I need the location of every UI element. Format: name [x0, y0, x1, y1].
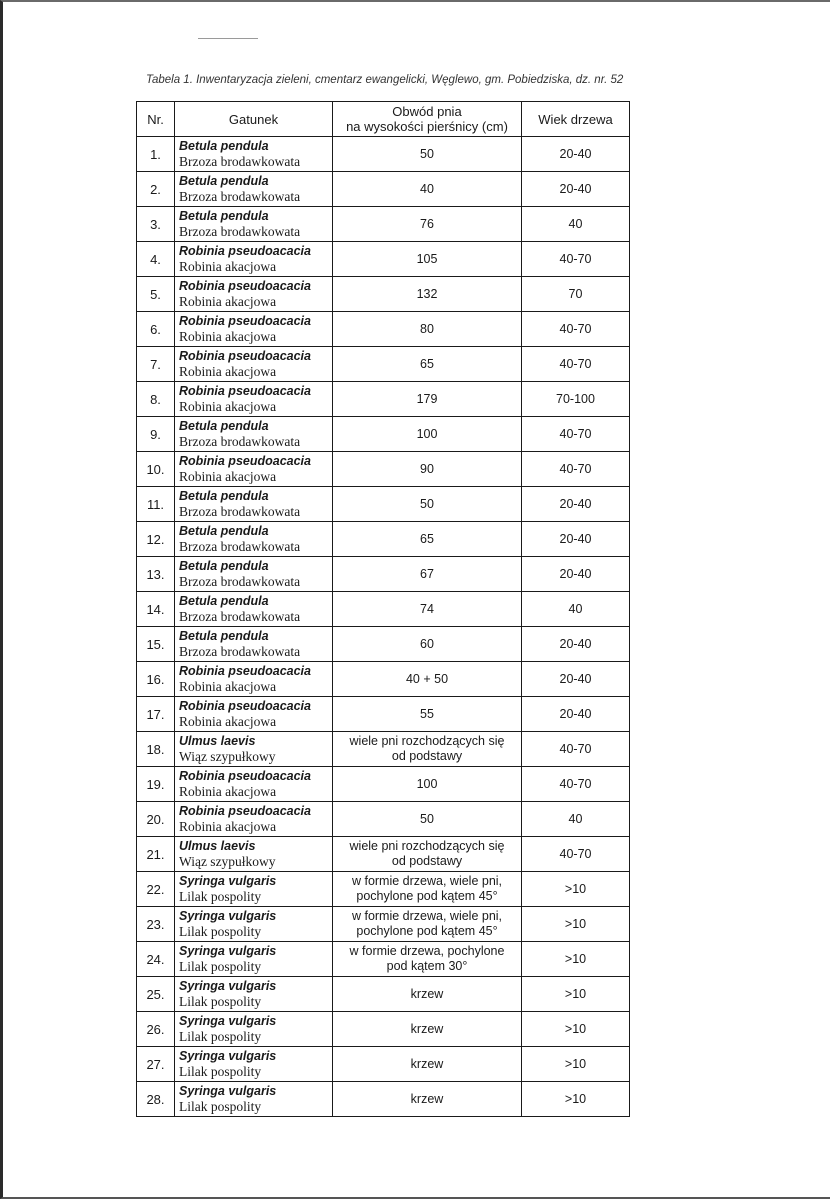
trunk-circumference-line: krzew	[410, 1056, 444, 1071]
species-cell	[175, 1047, 333, 1082]
trunk-circumference-line: 179	[416, 391, 438, 406]
trunk-circumference-cell	[333, 487, 522, 522]
trunk-circumference-line: 90	[420, 461, 434, 476]
species-polish-name: Brzoza brodawkowata	[179, 574, 301, 589]
tree-age-cell: 40-70	[522, 837, 630, 872]
trunk-circumference-cell	[333, 1047, 522, 1082]
tree-age-cell: 70	[522, 277, 630, 312]
trunk-circumference-cell	[333, 1012, 522, 1047]
species-cell	[175, 312, 333, 347]
trunk-circumference-cell	[333, 347, 522, 382]
trunk-circumference-cell	[333, 697, 522, 732]
trunk-circumference-cell	[333, 1082, 522, 1117]
species-cell	[175, 977, 333, 1012]
species-latin-name: Ulmus laevis	[179, 734, 256, 748]
trunk-circumference-line: pochylone pod kątem 45°	[356, 924, 498, 938]
trunk-circumference-line: w formie drzewa, wiele pni,	[351, 909, 503, 923]
row-number: 14.	[137, 592, 175, 627]
species-cell	[175, 837, 333, 872]
row-number: 24.	[137, 942, 175, 977]
trunk-circumference-line: wiele pni rozchodzących się	[349, 734, 505, 748]
tree-age-cell: 20-40	[522, 662, 630, 697]
trunk-circumference-line: 40 + 50	[405, 671, 449, 686]
species-polish-name: Brzoza brodawkowata	[179, 434, 301, 449]
tree-age-cell: 20-40	[522, 487, 630, 522]
table-row	[137, 907, 630, 942]
tree-age-cell: >10	[522, 977, 630, 1012]
row-number: 15.	[137, 627, 175, 662]
tree-age-cell: 70-100	[522, 382, 630, 417]
trunk-circumference-cell	[333, 662, 522, 697]
trunk-circumference-line: 60	[420, 636, 434, 651]
species-latin-name: Robinia pseudoacacia	[179, 384, 311, 398]
table-row	[137, 242, 630, 277]
row-number: 5.	[137, 277, 175, 312]
table-row	[137, 1047, 630, 1082]
trunk-circumference-cell	[333, 417, 522, 452]
species-polish-name: Robinia akacjowa	[179, 399, 277, 414]
trunk-circumference-cell	[333, 907, 522, 942]
species-cell	[175, 1082, 333, 1117]
trunk-circumference-line: 40	[420, 181, 434, 196]
row-number: 26.	[137, 1012, 175, 1047]
table-row	[137, 137, 630, 172]
species-cell	[175, 697, 333, 732]
trunk-circumference-line: 100	[416, 776, 438, 791]
trunk-circumference-line: w formie drzewa, wiele pni,	[351, 874, 503, 888]
row-number: 28.	[137, 1082, 175, 1117]
species-cell	[175, 1012, 333, 1047]
table-row	[137, 1012, 630, 1047]
trunk-circumference-line: wiele pni rozchodzących się	[349, 839, 505, 853]
table-row	[137, 732, 630, 767]
table-caption: Tabela 1. Inwentaryzacja zieleni, cmentarz ewangelicki, Węglewo, gm. Pobiedziska, dz. nr. 52	[146, 74, 624, 86]
species-polish-name: Robinia akacjowa	[179, 294, 277, 309]
trunk-circumference-line: od podstawy	[391, 749, 463, 763]
trunk-circumference-cell	[333, 277, 522, 312]
row-number: 8.	[137, 382, 175, 417]
trunk-circumference-line: 76	[420, 216, 434, 231]
species-cell	[175, 662, 333, 697]
trunk-circumference-cell	[333, 452, 522, 487]
trunk-circumference-cell	[333, 207, 522, 242]
trunk-circumference-cell	[333, 627, 522, 662]
species-cell	[175, 207, 333, 242]
trunk-circumference-cell	[333, 557, 522, 592]
table-row	[137, 872, 630, 907]
species-cell	[175, 417, 333, 452]
species-latin-name: Robinia pseudoacacia	[179, 349, 311, 363]
trunk-circumference-cell	[333, 732, 522, 767]
species-latin-name: Robinia pseudoacacia	[179, 804, 311, 818]
header-obwod-line1: Obwód pnia	[392, 104, 462, 119]
row-number: 10.	[137, 452, 175, 487]
row-number: 21.	[137, 837, 175, 872]
species-polish-name: Brzoza brodawkowata	[179, 644, 301, 659]
species-latin-name: Robinia pseudoacacia	[179, 454, 311, 468]
tree-age-cell: >10	[522, 907, 630, 942]
row-number: 18.	[137, 732, 175, 767]
species-cell	[175, 872, 333, 907]
row-number: 6.	[137, 312, 175, 347]
table-row	[137, 627, 630, 662]
table-row	[137, 172, 630, 207]
species-polish-name: Brzoza brodawkowata	[179, 539, 301, 554]
table-row	[137, 977, 630, 1012]
species-cell	[175, 627, 333, 662]
species-polish-name: Brzoza brodawkowata	[179, 224, 301, 239]
trunk-circumference-cell	[333, 382, 522, 417]
table-row	[137, 452, 630, 487]
species-cell	[175, 347, 333, 382]
trunk-circumference-line: pochylone pod kątem 45°	[356, 889, 498, 903]
inventory-table	[136, 101, 630, 1117]
trunk-circumference-line: krzew	[410, 1021, 444, 1036]
species-latin-name: Betula pendula	[179, 174, 269, 188]
header-nr: Nr.	[137, 102, 175, 137]
species-latin-name: Betula pendula	[179, 629, 269, 643]
species-latin-name: Ulmus laevis	[179, 839, 256, 853]
species-cell	[175, 172, 333, 207]
trunk-circumference-line: od podstawy	[391, 854, 463, 868]
species-polish-name: Wiąz szypułkowy	[179, 854, 276, 869]
tree-age-cell: >10	[522, 1012, 630, 1047]
species-cell	[175, 907, 333, 942]
tree-age-cell: 40-70	[522, 767, 630, 802]
species-polish-name: Lilak pospolity	[179, 1029, 262, 1044]
species-latin-name: Syringa vulgaris	[179, 1049, 277, 1063]
table-row	[137, 662, 630, 697]
species-cell	[175, 137, 333, 172]
trunk-circumference-cell	[333, 522, 522, 557]
species-polish-name: Wiąz szypułkowy	[179, 749, 276, 764]
row-number: 3.	[137, 207, 175, 242]
row-number: 7.	[137, 347, 175, 382]
species-cell	[175, 382, 333, 417]
tree-age-cell: 20-40	[522, 697, 630, 732]
tree-age-cell: 20-40	[522, 522, 630, 557]
species-polish-name: Lilak pospolity	[179, 994, 262, 1009]
species-cell	[175, 802, 333, 837]
trunk-circumference-line: 132	[416, 286, 438, 301]
species-polish-name: Brzoza brodawkowata	[179, 609, 301, 624]
species-latin-name: Betula pendula	[179, 419, 269, 433]
trunk-circumference-line: 55	[420, 706, 434, 721]
tree-age-cell: 40-70	[522, 347, 630, 382]
trunk-circumference-line: pod kątem 30°	[386, 959, 468, 973]
tree-age-cell: 20-40	[522, 627, 630, 662]
trunk-circumference-line: 65	[420, 531, 434, 546]
trunk-circumference-line: 67	[420, 566, 434, 581]
species-latin-name: Syringa vulgaris	[179, 909, 277, 923]
table-row	[137, 347, 630, 382]
row-number: 11.	[137, 487, 175, 522]
tree-age-cell: 40-70	[522, 242, 630, 277]
species-cell	[175, 242, 333, 277]
table-row	[137, 802, 630, 837]
header-obwod-line2: na wysokości pierśnicy (cm)	[346, 119, 508, 134]
species-cell	[175, 767, 333, 802]
species-polish-name: Lilak pospolity	[179, 924, 262, 939]
species-polish-name: Robinia akacjowa	[179, 819, 277, 834]
trunk-circumference-cell	[333, 172, 522, 207]
trunk-circumference-cell	[333, 837, 522, 872]
species-cell	[175, 487, 333, 522]
row-number: 23.	[137, 907, 175, 942]
trunk-circumference-cell	[333, 802, 522, 837]
tree-age-cell: >10	[522, 1082, 630, 1117]
species-latin-name: Syringa vulgaris	[179, 944, 277, 958]
species-latin-name: Syringa vulgaris	[179, 1084, 277, 1098]
species-cell	[175, 522, 333, 557]
row-number: 20.	[137, 802, 175, 837]
row-number: 9.	[137, 417, 175, 452]
trunk-circumference-line: 50	[420, 496, 434, 511]
row-number: 12.	[137, 522, 175, 557]
table-row	[137, 277, 630, 312]
row-number: 1.	[137, 137, 175, 172]
tree-age-cell: 20-40	[522, 137, 630, 172]
species-latin-name: Betula pendula	[179, 489, 269, 503]
tree-age-cell: 40-70	[522, 452, 630, 487]
trunk-circumference-line: 80	[420, 321, 434, 336]
species-cell	[175, 277, 333, 312]
trunk-circumference-line: krzew	[410, 1091, 444, 1106]
trunk-circumference-cell	[333, 872, 522, 907]
table-row	[137, 697, 630, 732]
row-number: 16.	[137, 662, 175, 697]
table-row	[137, 207, 630, 242]
tree-age-cell: >10	[522, 1047, 630, 1082]
species-polish-name: Brzoza brodawkowata	[179, 189, 301, 204]
row-number: 2.	[137, 172, 175, 207]
species-latin-name: Robinia pseudoacacia	[179, 664, 311, 678]
species-polish-name: Brzoza brodawkowata	[179, 504, 301, 519]
table-row	[137, 522, 630, 557]
species-cell	[175, 592, 333, 627]
trunk-circumference-cell	[333, 977, 522, 1012]
table-row	[137, 942, 630, 977]
table-row	[137, 382, 630, 417]
species-polish-name: Robinia akacjowa	[179, 784, 277, 799]
trunk-circumference-cell	[333, 242, 522, 277]
tree-age-cell: 40-70	[522, 312, 630, 347]
table-header-row	[137, 102, 630, 137]
row-number: 17.	[137, 697, 175, 732]
species-cell	[175, 942, 333, 977]
scan-mark	[198, 38, 258, 39]
trunk-circumference-cell	[333, 137, 522, 172]
header-wiek: Wiek drzewa	[522, 102, 630, 137]
row-number: 19.	[137, 767, 175, 802]
trunk-circumference-cell	[333, 592, 522, 627]
tree-age-cell: 20-40	[522, 557, 630, 592]
header-obwod	[333, 102, 522, 137]
species-polish-name: Lilak pospolity	[179, 889, 262, 904]
species-latin-name: Robinia pseudoacacia	[179, 314, 311, 328]
tree-age-cell: 40	[522, 802, 630, 837]
tree-age-cell: >10	[522, 872, 630, 907]
tree-age-cell: 40-70	[522, 732, 630, 767]
trunk-circumference-line: w formie drzewa, pochylone	[349, 944, 505, 958]
species-latin-name: Syringa vulgaris	[179, 874, 277, 888]
species-polish-name: Robinia akacjowa	[179, 679, 277, 694]
row-number: 25.	[137, 977, 175, 1012]
table-row	[137, 417, 630, 452]
species-latin-name: Robinia pseudoacacia	[179, 699, 311, 713]
species-polish-name: Robinia akacjowa	[179, 364, 277, 379]
trunk-circumference-line: 50	[420, 811, 434, 826]
species-polish-name: Lilak pospolity	[179, 959, 262, 974]
header-gatunek: Gatunek	[175, 102, 333, 137]
tree-age-cell: 40	[522, 207, 630, 242]
table-row	[137, 557, 630, 592]
species-latin-name: Robinia pseudoacacia	[179, 769, 311, 783]
tree-age-cell: 20-40	[522, 172, 630, 207]
row-number: 27.	[137, 1047, 175, 1082]
species-polish-name: Lilak pospolity	[179, 1064, 262, 1079]
trunk-circumference-cell	[333, 312, 522, 347]
species-latin-name: Betula pendula	[179, 524, 269, 538]
trunk-circumference-line: 74	[420, 601, 434, 616]
tree-age-cell: 40-70	[522, 417, 630, 452]
trunk-circumference-line: 50	[420, 146, 434, 161]
species-polish-name: Robinia akacjowa	[179, 469, 277, 484]
trunk-circumference-line: 65	[420, 356, 434, 371]
row-number: 22.	[137, 872, 175, 907]
trunk-circumference-cell	[333, 942, 522, 977]
species-latin-name: Syringa vulgaris	[179, 979, 277, 993]
table-row	[137, 767, 630, 802]
species-latin-name: Betula pendula	[179, 559, 269, 573]
trunk-circumference-line: 100	[416, 426, 438, 441]
table-row	[137, 592, 630, 627]
species-polish-name: Robinia akacjowa	[179, 714, 277, 729]
trunk-circumference-cell	[333, 767, 522, 802]
species-latin-name: Betula pendula	[179, 594, 269, 608]
species-polish-name: Lilak pospolity	[179, 1099, 262, 1114]
trunk-circumference-line: 105	[416, 251, 438, 266]
species-polish-name: Robinia akacjowa	[179, 329, 277, 344]
tree-age-cell: >10	[522, 942, 630, 977]
table-row	[137, 312, 630, 347]
species-cell	[175, 557, 333, 592]
species-latin-name: Betula pendula	[179, 139, 269, 153]
table-row	[137, 1082, 630, 1117]
row-number: 4.	[137, 242, 175, 277]
tree-age-cell: 40	[522, 592, 630, 627]
species-cell	[175, 732, 333, 767]
row-number: 13.	[137, 557, 175, 592]
species-latin-name: Betula pendula	[179, 209, 269, 223]
trunk-circumference-line: krzew	[410, 986, 444, 1001]
species-latin-name: Syringa vulgaris	[179, 1014, 277, 1028]
species-polish-name: Robinia akacjowa	[179, 259, 277, 274]
species-cell	[175, 452, 333, 487]
species-latin-name: Robinia pseudoacacia	[179, 279, 311, 293]
table-row	[137, 837, 630, 872]
species-polish-name: Brzoza brodawkowata	[179, 154, 301, 169]
table-row	[137, 487, 630, 522]
species-latin-name: Robinia pseudoacacia	[179, 244, 311, 258]
